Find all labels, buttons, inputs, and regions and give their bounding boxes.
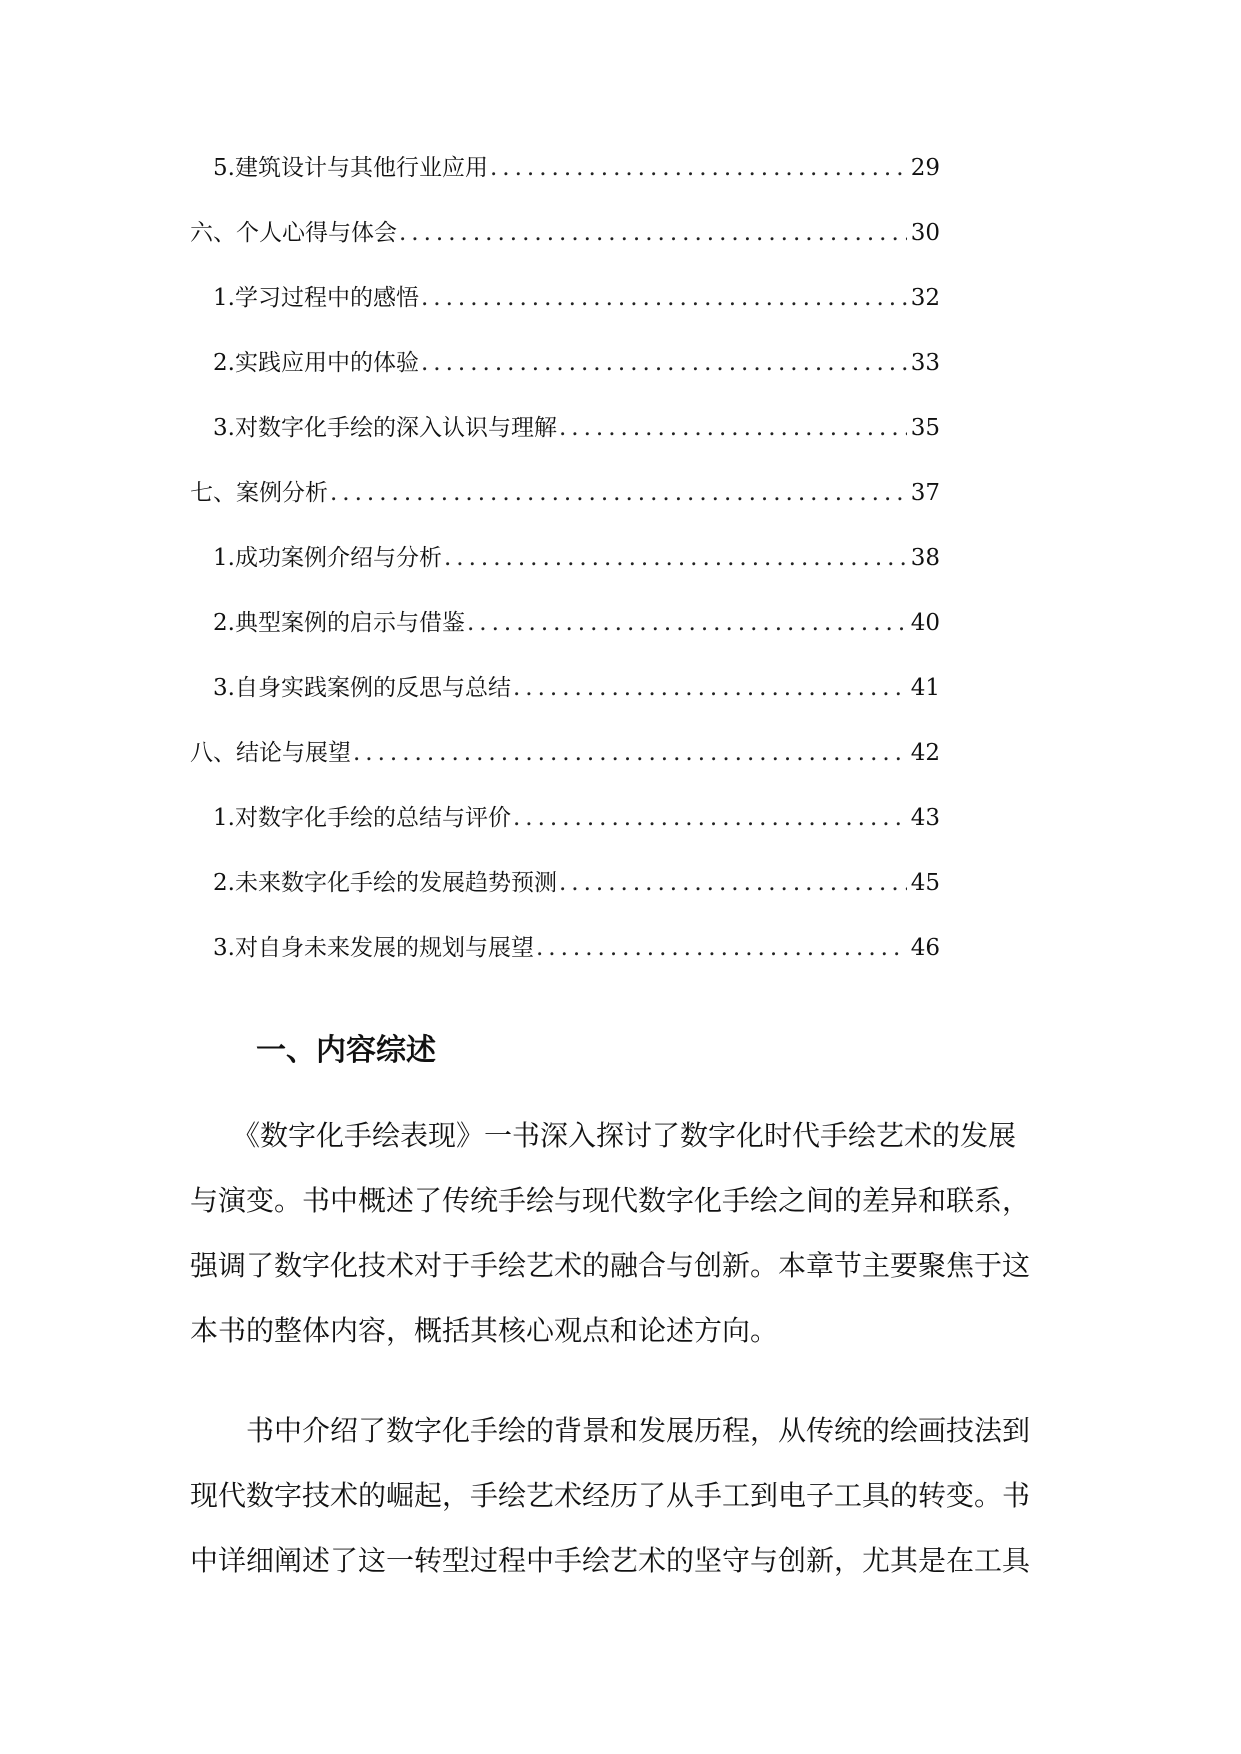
toc-entry-page: 35 — [910, 415, 940, 441]
toc-entry-page: 38 — [910, 545, 940, 571]
toc-entry-title: 未来数字化手绘的发展趋势预测 — [234, 870, 557, 896]
toc-entry-title: 对数字化手绘的总结与评价 — [234, 805, 511, 831]
toc-entry[interactable] — [213, 538, 940, 578]
toc-entry-number: 3. — [213, 415, 235, 441]
toc-entry[interactable] — [213, 863, 940, 903]
toc-leader-dots — [353, 733, 907, 773]
body-paragraph — [190, 1103, 1060, 1363]
toc-entry-number: 1. — [213, 805, 235, 831]
toc-leader-dots — [330, 473, 907, 513]
toc-leader-dots — [444, 538, 907, 578]
toc-entry[interactable] — [213, 343, 940, 383]
paragraph-line: 现代数字技术的崛起，手绘艺术经历了从手工到电子工具的转变。书 — [190, 1479, 1031, 1512]
toc-entry-page: 41 — [910, 675, 940, 701]
toc-entry-number: 5. — [213, 155, 235, 181]
paragraph-line: 与演变。书中概述了传统手绘与现代数字化手绘之间的差异和联系， — [190, 1184, 1031, 1217]
toc-entry-number: 2. — [213, 350, 235, 376]
toc-leader-dots — [513, 798, 907, 838]
toc-entry[interactable] — [213, 798, 940, 838]
toc-leader-dots — [421, 343, 907, 383]
toc-entry-title: 六、个人心得与体会 — [190, 220, 397, 246]
toc-leader-dots — [467, 603, 907, 643]
paragraph-line: 强调了数字化技术对于手绘艺术的融合与创新。本章节主要聚焦于这 — [190, 1249, 1031, 1282]
section-heading: 一、内容综述 — [256, 1033, 436, 1068]
toc-entry-title: 实践应用中的体验 — [234, 350, 419, 376]
toc-entry-title: 对自身未来发展的规划与展望 — [234, 935, 534, 961]
toc-entry-number: 1. — [213, 285, 235, 311]
paragraph-line: 《数字化手绘表现》一书深入探讨了数字化时代手绘艺术的发展 — [190, 1119, 1017, 1152]
toc-entry-page: 29 — [910, 155, 940, 181]
toc-entry[interactable] — [213, 668, 940, 708]
toc-leader-dots — [559, 408, 907, 448]
toc-entry-number: 1. — [213, 545, 235, 571]
toc-entry-title: 成功案例介绍与分析 — [234, 545, 442, 571]
toc-entry-title: 对数字化手绘的深入认识与理解 — [234, 415, 557, 441]
toc-entry-title: 七、案例分析 — [190, 480, 328, 506]
toc-leader-dots — [421, 278, 907, 318]
toc-leader-dots — [399, 213, 907, 253]
toc-entry-title: 学习过程中的感悟 — [234, 285, 419, 311]
toc-entry-title: 建筑设计与其他行业应用 — [234, 155, 488, 181]
toc-entry[interactable] — [213, 148, 940, 188]
toc-entry-page: 42 — [910, 740, 940, 766]
toc-entry[interactable] — [190, 473, 940, 513]
toc-entry[interactable] — [213, 928, 940, 968]
paragraph-line: 本书的整体内容，概括其核心观点和论述方向。 — [190, 1314, 779, 1347]
toc-entry-title: 典型案例的启示与借鉴 — [234, 610, 465, 636]
toc-entry-page: 30 — [910, 220, 940, 246]
toc-leader-dots — [513, 668, 907, 708]
toc-entry[interactable] — [213, 603, 940, 643]
toc-entry-title: 八、结论与展望 — [190, 740, 351, 766]
toc-entry-page: 45 — [910, 870, 940, 896]
toc-entry-number: 3. — [213, 675, 235, 701]
toc-entry-page: 40 — [910, 610, 940, 636]
toc-entry[interactable] — [213, 408, 940, 448]
toc-entry[interactable] — [190, 213, 940, 253]
body-paragraph — [190, 1398, 1060, 1593]
toc-entry-page: 46 — [910, 935, 940, 961]
paragraph-line: 中详细阐述了这一转型过程中手绘艺术的坚守与创新，尤其是在工具 — [190, 1544, 1031, 1577]
toc-entry-number: 2. — [213, 610, 235, 636]
paragraph-line: 书中介绍了数字化手绘的背景和发展历程，从传统的绘画技法到 — [190, 1414, 1031, 1447]
toc-leader-dots — [536, 928, 907, 968]
toc-leader-dots — [490, 148, 907, 188]
toc-entry-page: 33 — [910, 350, 940, 376]
toc-entry-number: 3. — [213, 935, 235, 961]
toc-entry-number: 2. — [213, 870, 235, 896]
toc-entry-page: 43 — [910, 805, 940, 831]
toc-entry-page: 32 — [910, 285, 940, 311]
toc-leader-dots — [559, 863, 907, 903]
toc-entry-title: 自身实践案例的反思与总结 — [234, 675, 511, 701]
toc-entry[interactable] — [190, 733, 940, 773]
toc-entry-page: 37 — [910, 480, 940, 506]
toc-entry[interactable] — [213, 278, 940, 318]
